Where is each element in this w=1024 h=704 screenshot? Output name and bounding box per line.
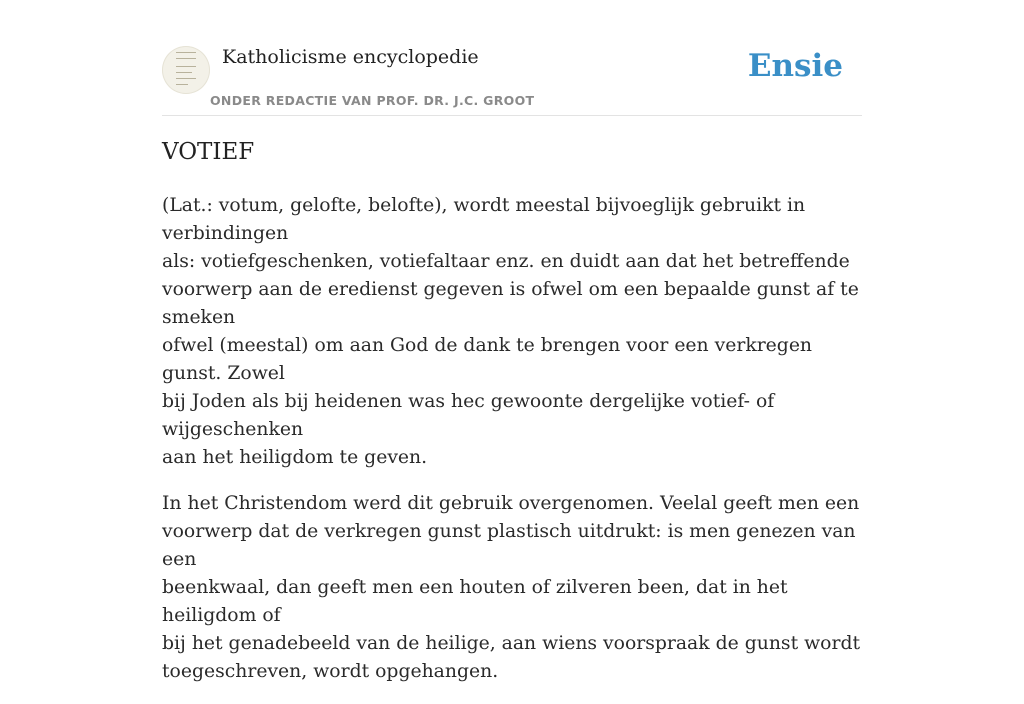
entry-title: VOTIEF	[162, 139, 255, 165]
entry-paragraph: (Lat.: votum, gelofte, belofte), wordt meestal bijvoeglijk gebruikt in verbindingen als: votiefgeschenken, votiefaltaar enz. en duidt aan dat het betreffende voorwerp aan de eredienst gegeven is ofwel om een bepaalde gunst af te smeken ofwel (meestal) om aan God de dank te brengen voor een verkregen gunst. Zowel bij Joden als bij heidenen was hec gewoonte dergelijke votief- of wijgeschenken aan het heiligdom te geven.	[162, 195, 859, 468]
book-title[interactable]: Katholicisme encyclopedie	[222, 46, 479, 68]
entry-content	[162, 192, 862, 704]
entry-paragraph: In het Christendom werd dit gebruik overgenomen. Veelal geeft men een voorwerp dat de verkregen gunst plastisch uitdrukt: is men genezen van een beenkwaal, dan geeft men een houten of zilveren been, dat in het heiligdom of bij het genadebeeld van de heilige, aan wiens voorspraak de gunst wordt toegeschreven, wordt opgehangen.	[162, 493, 861, 682]
book-header	[162, 44, 862, 116]
ensie-logo[interactable]: Ensie	[747, 48, 843, 84]
book-editor: ONDER REDACTIE VAN PROF. DR. J.C. GROOT	[210, 93, 535, 108]
book-cover-thumbnail[interactable]	[162, 46, 210, 94]
